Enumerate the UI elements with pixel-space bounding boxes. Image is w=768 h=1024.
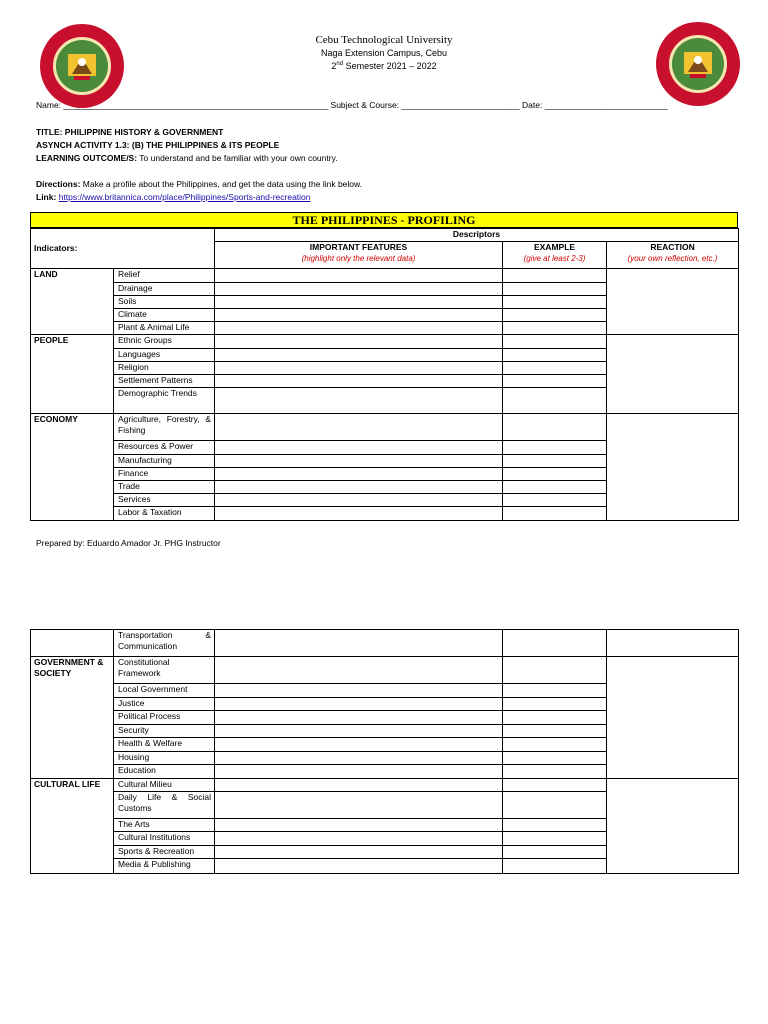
example-cell[interactable]: [503, 779, 607, 792]
example-cell[interactable]: [503, 725, 607, 738]
table-row: [31, 335, 739, 349]
date-label: Date:: [521, 100, 543, 110]
indicator-cell: Languages: [114, 349, 215, 362]
indicator-cell: The Arts: [114, 819, 215, 832]
indicator-cell: Sports & Recreation: [114, 846, 215, 859]
example-cell[interactable]: [503, 819, 607, 832]
descriptors-header: Descriptors: [215, 229, 739, 242]
directions: Directions: Make a profile about the Philippines, and get the data using the link below.: [36, 179, 363, 189]
features-cell[interactable]: [215, 468, 503, 481]
indicator-cell: Constitutional Framework: [114, 657, 215, 684]
indicator-cell: Cultural Milieu: [114, 779, 215, 792]
example-cell[interactable]: [503, 846, 607, 859]
example-cell[interactable]: [503, 481, 607, 494]
name-field[interactable]: ________________________________________________________: [63, 100, 329, 110]
reaction-cell[interactable]: [607, 269, 739, 335]
features-cell[interactable]: [215, 494, 503, 507]
features-cell[interactable]: [215, 711, 503, 725]
indicator-cell: Labor & Taxation: [114, 507, 215, 521]
features-cell[interactable]: [215, 283, 503, 296]
example-cell[interactable]: [503, 752, 607, 765]
reaction-cell[interactable]: [607, 779, 739, 874]
indicator-cell: Relief: [114, 269, 215, 283]
example-cell[interactable]: [503, 684, 607, 698]
features-cell[interactable]: [215, 779, 503, 792]
features-cell[interactable]: [215, 269, 503, 283]
example-cell[interactable]: [503, 414, 607, 441]
features-cell[interactable]: [215, 349, 503, 362]
features-cell[interactable]: [215, 752, 503, 765]
features-cell[interactable]: [215, 657, 503, 684]
category-cell: ECONOMY: [31, 414, 114, 521]
features-cell[interactable]: [215, 765, 503, 779]
category-cell: LAND: [31, 269, 114, 335]
reaction-cell[interactable]: [607, 630, 739, 657]
asynch-activity: ASYNCH ACTIVITY 1.3: (B) THE PHILIPPINES & ITS PEOPLE: [36, 140, 280, 150]
example-cell[interactable]: [503, 455, 607, 468]
form-line: [36, 100, 668, 110]
example-header: EXAMPLE (give at least 2-3): [503, 242, 607, 269]
indicator-cell: Daily Life & Social Customs: [114, 792, 215, 819]
indicator-cell: Demographic Trends: [114, 388, 215, 414]
example-cell[interactable]: [503, 441, 607, 455]
indicator-cell: Education: [114, 765, 215, 779]
example-cell[interactable]: [503, 507, 607, 521]
example-cell[interactable]: [503, 765, 607, 779]
example-cell[interactable]: [503, 362, 607, 375]
university-name: Cebu Technological University: [315, 34, 453, 46]
features-cell[interactable]: [215, 846, 503, 859]
example-cell[interactable]: [503, 349, 607, 362]
example-cell[interactable]: [503, 832, 607, 846]
indicator-cell: Justice: [114, 698, 215, 711]
indicator-cell: Ethnic Groups: [114, 335, 215, 349]
category-cell: CULTURAL LIFE: [31, 779, 114, 874]
features-cell[interactable]: [215, 698, 503, 711]
features-cell[interactable]: [215, 792, 503, 819]
britannica-link[interactable]: https://www.britannica.com/place/Philippines/Sports-and-recreation: [58, 192, 311, 202]
prepared-by: Prepared by: Eduardo Amador Jr. PHG Instructor: [36, 538, 221, 548]
features-cell[interactable]: [215, 738, 503, 752]
indicator-cell: Cultural Institutions: [114, 832, 215, 846]
indicator-cell: Health & Welfare: [114, 738, 215, 752]
features-cell[interactable]: [215, 507, 503, 521]
indicator-cell: Security: [114, 725, 215, 738]
features-cell[interactable]: [215, 388, 503, 414]
example-cell[interactable]: [503, 388, 607, 414]
table-row: [31, 630, 739, 657]
indicator-cell: Climate: [114, 309, 215, 322]
features-cell[interactable]: [215, 375, 503, 388]
example-cell[interactable]: [503, 738, 607, 752]
category-cell: [31, 630, 114, 657]
features-cell[interactable]: [215, 296, 503, 309]
indicator-cell: Manufacturing: [114, 455, 215, 468]
example-cell[interactable]: [503, 792, 607, 819]
learning-outcome: LEARNING OUTCOME/S: To understand and be familiar with your own country.: [36, 153, 338, 163]
features-cell[interactable]: [215, 684, 503, 698]
indicator-cell: Services: [114, 494, 215, 507]
indicator-cell: Resources & Power: [114, 441, 215, 455]
reaction-cell[interactable]: [607, 657, 739, 779]
features-cell[interactable]: [215, 630, 503, 657]
features-cell[interactable]: [215, 322, 503, 335]
table-row: [31, 657, 739, 684]
indicator-cell: Media & Publishing: [114, 859, 215, 874]
indicator-cell: Local Government: [114, 684, 215, 698]
features-cell[interactable]: [215, 725, 503, 738]
features-cell[interactable]: [215, 455, 503, 468]
reaction-cell[interactable]: [607, 335, 739, 414]
name-label: Name:: [36, 100, 62, 110]
features-cell[interactable]: [215, 819, 503, 832]
example-cell[interactable]: [503, 468, 607, 481]
indicator-cell: Housing: [114, 752, 215, 765]
example-cell[interactable]: [503, 283, 607, 296]
indicator-cell: Drainage: [114, 283, 215, 296]
example-cell[interactable]: [503, 335, 607, 349]
example-cell[interactable]: [503, 859, 607, 874]
example-cell[interactable]: [503, 309, 607, 322]
profiling-table: [30, 228, 739, 521]
features-cell[interactable]: [215, 414, 503, 441]
reaction-cell[interactable]: [607, 414, 739, 521]
table-row: [31, 269, 739, 283]
example-cell[interactable]: [503, 657, 607, 684]
features-cell[interactable]: [215, 362, 503, 375]
indicator-cell: Transportation & Communication: [114, 630, 215, 657]
indicator-cell: Finance: [114, 468, 215, 481]
example-cell[interactable]: [503, 322, 607, 335]
semester: 2nd Semester 2021 – 2022: [331, 61, 437, 71]
table-title: THE PHILIPPINES - PROFILING: [30, 212, 738, 228]
date-field[interactable]: __________________________: [544, 100, 668, 110]
indicator-cell: Trade: [114, 481, 215, 494]
example-cell[interactable]: [503, 711, 607, 725]
example-cell[interactable]: [503, 494, 607, 507]
features-cell[interactable]: [215, 441, 503, 455]
features-cell[interactable]: [215, 335, 503, 349]
indicator-cell: Political Process: [114, 711, 215, 725]
features-cell[interactable]: [215, 859, 503, 874]
table-row: [31, 414, 739, 441]
indicator-cell: Plant & Animal Life: [114, 322, 215, 335]
features-cell[interactable]: [215, 309, 503, 322]
reaction-header: REACTION (your own reflection, etc.): [607, 242, 739, 269]
features-cell[interactable]: [215, 481, 503, 494]
example-cell[interactable]: [503, 630, 607, 657]
indicator-cell: Agriculture, Forestry, & Fishing: [114, 414, 215, 441]
link-line: Link: https://www.britannica.com/place/Philippines/Sports-and-recreation: [36, 192, 311, 202]
profiling-table-continued: [30, 629, 739, 874]
indicators-header: Indicators:: [31, 229, 215, 269]
indicator-cell: Religion: [114, 362, 215, 375]
features-cell[interactable]: [215, 832, 503, 846]
subject-label: Subject & Course:: [330, 100, 400, 110]
example-cell[interactable]: [503, 698, 607, 711]
category-cell: PEOPLE: [31, 335, 114, 414]
example-cell[interactable]: [503, 296, 607, 309]
features-header: IMPORTANT FEATURES (highlight only the relevant data): [215, 242, 503, 269]
indicator-cell: Soils: [114, 296, 215, 309]
campus-name: Naga Extension Campus, Cebu: [320, 48, 448, 58]
table-row: [31, 779, 739, 792]
example-cell[interactable]: [503, 375, 607, 388]
category-cell: GOVERNMENT & SOCIETY: [31, 657, 114, 779]
activity-title: TITLE: PHILIPPINE HISTORY & GOVERNMENT: [36, 127, 224, 137]
subject-field[interactable]: _________________________: [401, 100, 520, 110]
example-cell[interactable]: [503, 269, 607, 283]
indicator-cell: Settlement Patterns: [114, 375, 215, 388]
